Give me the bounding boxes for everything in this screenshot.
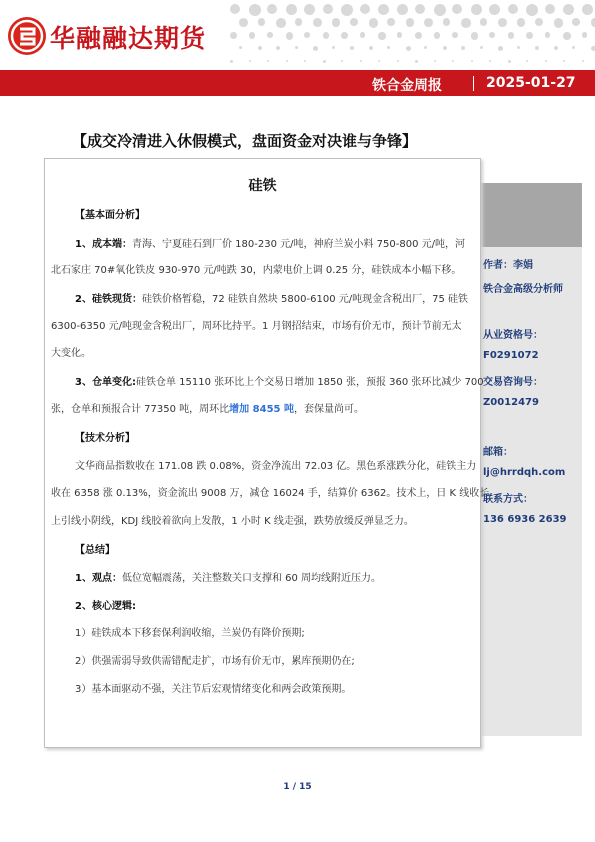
qualification-label: 从业资格号： [483,330,543,341]
cost-paragraph-line-1 [75,235,465,250]
decorative-dot [239,46,242,49]
warrant-label: 3、仓单变化: [75,377,136,388]
decorative-dot [249,32,256,39]
fundamentals-heading: 【基本面分析】 [75,210,145,221]
decorative-dot [545,4,555,14]
decorative-dot [258,18,266,26]
decorative-dot [563,4,574,15]
warrant-paragraph-line-2 [51,400,364,415]
decorative-dot [313,46,318,51]
tech-text-3: 上引线小阴线，KDJ 线胶着欲向上发散，1 小时 K 线走强，跌势放缓反弹显乏力。 [51,516,414,527]
decorative-dot [517,18,526,27]
report-date: 2025-01-27 [486,75,576,91]
decorative-dot [498,18,507,27]
decorative-dot [434,32,441,39]
decorative-dot [591,18,595,27]
trading-label: 交易咨询号： [483,377,543,388]
cost-text-1: 青海、宁夏硅石到厂价 180-230 元/吨，神府兰炭小料 750-800 元/吨，河 [131,239,465,250]
spot-label: 2、硅铁现货： [75,294,142,305]
decorative-dot [295,46,298,49]
decorative-dot [508,4,518,14]
spot-text-2: 6300-6350 元/吨现金含税出厂，周环比持平。1 月钢招结束，市场有价无市，预计节前无太 [51,321,462,332]
decorative-dot [526,32,533,39]
decorative-dot [452,32,458,38]
author-name: 作者：李娟 [483,260,533,271]
decorative-dot [498,46,503,51]
logic-label: 2、核心逻辑: [75,601,136,612]
decorative-dot [230,60,233,63]
decorative-dot [323,4,333,14]
decorative-dot [304,4,315,15]
cost-label: 1、成本端： [75,239,132,250]
technical-heading: 【技术分析】 [75,433,135,444]
section-title: 硅铁 [248,178,277,194]
view-label: 1、观点： [75,573,122,584]
email-link[interactable]: lj@hrrdqh.com [483,467,566,478]
decorative-dot [249,60,251,62]
decorative-dot [387,18,395,26]
decorative-dot [572,46,575,49]
decorative-dot [397,60,399,62]
decorative-dot [424,46,427,49]
logic-item-3: 3）基本面驱动不强，关注节后宏观情绪变化和两会政策预期。 [75,684,352,695]
summary-heading: 【总结】 [75,545,115,556]
decorative-dot [267,4,277,14]
decorative-dot [276,18,286,28]
decorative-dot [378,4,389,15]
decorative-dot [554,18,564,28]
decorative-dot [415,60,418,63]
decorative-dot [286,4,297,15]
decorative-dot [360,4,370,14]
decorative-dot [415,32,422,39]
decorative-dot-pattern [230,0,595,68]
decorative-dot [267,32,273,38]
phone-number: 136 6936 2639 [483,514,567,525]
spot-paragraph-line-1 [75,290,468,305]
decorative-dot [286,60,288,62]
decorative-dot [545,32,551,38]
page-number: 1 / 15 [283,782,312,792]
decorative-dot [304,60,306,62]
decorative-dot [295,18,303,26]
decorative-dot [323,32,330,39]
decorative-dot [489,60,491,62]
decorative-dot [387,46,390,49]
decorative-dot [397,4,408,15]
author-title: 铁合金高级分析师 [483,284,563,295]
qualification-number: F0291072 [483,350,539,361]
decorative-dot [360,32,366,38]
decorative-dot [406,46,411,51]
decorative-dot [452,60,454,62]
decorative-dot [535,46,539,50]
decorative-dot [304,32,310,38]
document-title: 【成交冷清进入休假模式，盘面资金对决谁与争锋】 [72,132,418,150]
decorative-dot [350,18,358,26]
decorative-dot [230,4,240,14]
decorative-dot [461,46,465,50]
decorative-dot [443,46,447,50]
decorative-dot [378,60,380,62]
decorative-dot [471,60,473,62]
decorative-dot [434,4,446,16]
cost-text-2: 北石家庄 70#氧化铁皮 930-970 元/吨跌 30，内蒙电价上调 0.25 分，硅铁成本小幅下移。 [51,265,462,276]
warrant-text-2a: 张，仓单和预报合计 77350 吨，周环比 [51,404,230,415]
decorative-dot [230,32,237,39]
decorative-dot [517,46,520,49]
decorative-dot [332,46,335,49]
decorative-dot [572,18,580,26]
trading-number: Z0012479 [483,397,539,408]
decorative-dot [443,18,451,26]
decorative-dot [434,60,436,62]
decorative-dot [535,18,543,26]
decorative-dot [276,46,280,50]
decorative-dot [341,32,348,39]
decorative-dot [480,46,483,49]
decorative-dot [350,46,354,50]
decorative-dot [582,32,588,38]
decorative-dot [471,4,482,15]
decorative-dot [249,4,261,16]
decorative-dot [397,32,403,38]
spot-text-1: 硅铁价格暂稳，72 硅铁自然块 5800-6100 元/吨现金含税出厂，75 硅铁 [141,294,469,305]
decorative-dot [369,18,379,28]
decorative-dot [563,32,571,40]
decorative-dot [360,60,362,62]
decorative-dot [545,60,547,62]
decorative-dot [341,4,353,16]
decorative-dot [286,32,294,40]
decorative-dot [489,32,495,38]
decorative-dot [323,60,326,63]
brand-name: 华融融达期货 [50,24,207,53]
decorative-dot [582,60,584,62]
decorative-dot [452,4,462,14]
warrant-text-1: 硅铁仓单 15110 张环比上个交易日增加 1850 张，预报 360 张环比减少 700 [135,377,484,388]
decorative-dot [239,18,248,27]
warrant-text-2b: ，套保量尚可。 [293,404,364,415]
page-header [0,0,595,70]
decorative-dot [378,32,386,40]
email-label: 邮箱： [483,447,513,458]
decorative-dot [563,60,565,62]
contact-label: 联系方式： [483,494,533,505]
warrant-highlight: 增加 8455 吨 [229,404,294,415]
tech-text-2: 收在 6358 涨 0.13%，资金流出 9008 万，减仓 16024 手，结算价 6362。技术上，日 K 线收长 [51,488,490,499]
header-separator [473,76,474,91]
logic-item-1: 1）硅铁成本下移套保利润收缩，兰炭仍有降价预期; [75,628,305,639]
logic-item-2: 2）供强需弱导致供需错配走扩，市场有价无市，累库预期仍在; [75,656,355,667]
decorative-dot [526,60,528,62]
decorative-dot [526,4,538,16]
decorative-dot [508,32,515,39]
decorative-dot [480,18,488,26]
decorative-dot [415,4,425,14]
view-paragraph [75,569,381,584]
decorative-dot [406,18,415,27]
warrant-paragraph-line-1 [75,373,484,388]
decorative-dot [591,46,595,51]
decorative-dot [369,46,373,50]
tech-text-1: 文华商品指数收在 171.08 跌 0.08%，资金净流出 72.03 亿。黑色系涨跌分化，硅铁主力 [75,461,477,472]
decorative-dot [461,18,471,28]
main-content-box [44,158,490,748]
decorative-dot [332,18,341,27]
decorative-dot [508,60,511,63]
decorative-dot [313,18,322,27]
decorative-dot [471,32,479,40]
decorative-dot [554,46,558,50]
decorative-dot [341,60,343,62]
decorative-dot [424,18,433,27]
company-logo-icon [8,17,46,55]
decorative-dot [582,4,593,15]
decorative-dot [258,46,262,50]
spot-text-3: 大变化。 [51,348,91,359]
decorative-dot [267,60,269,62]
sidebar-header-block [480,183,582,247]
report-type: 铁合金周报 [372,78,442,94]
decorative-dot [489,4,500,15]
view-text: 低位宽幅震荡，关注整数关口支撑和 60 周均线附近压力。 [121,573,382,584]
